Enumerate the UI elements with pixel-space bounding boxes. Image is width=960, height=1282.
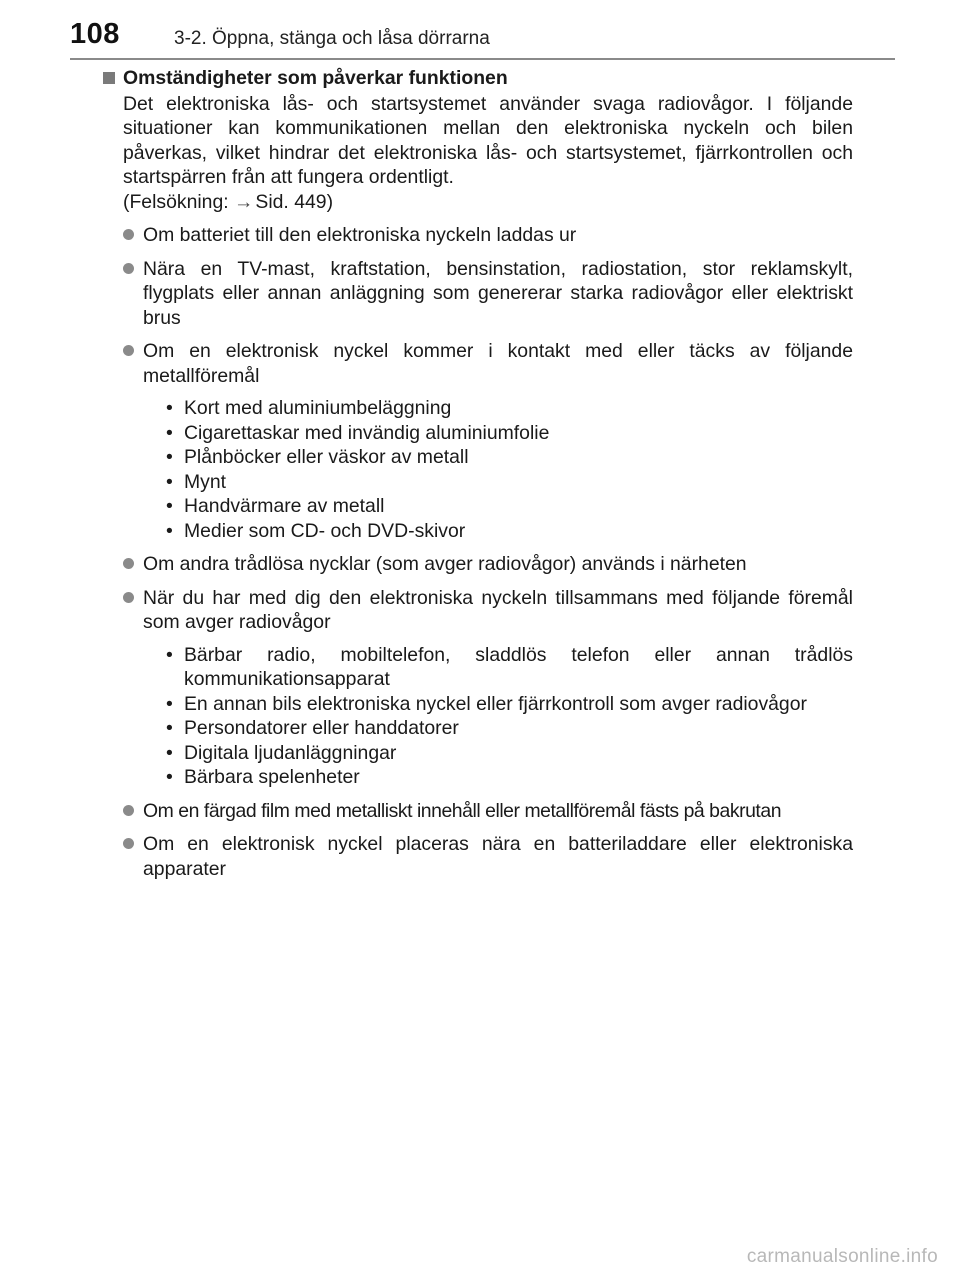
sub-list-item-text: En annan bils elektroniska nyckel eller fjärrkontroll som avger radiovågor xyxy=(184,692,807,715)
circle-bullet-icon xyxy=(123,558,134,569)
troubleshooting-reference xyxy=(123,190,853,215)
sub-list-item xyxy=(166,396,853,421)
sub-list-item xyxy=(166,716,853,741)
page-content xyxy=(103,66,853,881)
sub-list-item xyxy=(166,765,853,790)
dot-marker: • xyxy=(166,766,173,788)
section-heading-text: Omständigheter som påverkar funktionen xyxy=(123,67,508,89)
header-divider xyxy=(70,58,895,60)
list-item xyxy=(123,223,853,248)
dot-marker: • xyxy=(166,741,173,764)
dot-marker: • xyxy=(166,397,173,419)
sub-list-item-text: Kort med aluminiumbeläggning xyxy=(184,397,452,419)
circle-bullet-icon xyxy=(123,592,134,603)
dot-marker: • xyxy=(166,519,173,542)
list-item xyxy=(123,339,853,543)
sub-list-item xyxy=(166,741,853,766)
sub-list-item-text: Plånböcker eller väskor av metall xyxy=(184,446,469,468)
reference-suffix: ) xyxy=(326,190,334,213)
list-item xyxy=(123,799,853,824)
sub-list-item-text: Mynt xyxy=(184,470,227,493)
chapter-title: 3-2. Öppna, stänga och låsa dörrarna xyxy=(174,28,490,49)
dot-marker: • xyxy=(166,643,173,666)
sub-list-item xyxy=(166,643,853,692)
list-item xyxy=(123,257,853,331)
sub-list-item xyxy=(166,692,853,717)
sub-list-item xyxy=(166,519,853,544)
list-item-text: Om en färgad film med metalliskt innehåll eller metallföremål fästs på bakrutan xyxy=(143,799,782,822)
sub-list-item-text: Handvärmare av metall xyxy=(184,495,385,517)
list-item-text: Om andra trådlösa nycklar (som avger radiovågor) används i närheten xyxy=(143,553,747,575)
list-item xyxy=(123,586,853,790)
circle-bullet-icon xyxy=(123,263,134,274)
circle-bullet-icon xyxy=(123,805,134,816)
dot-marker: • xyxy=(166,421,173,444)
sub-list-item-text: Medier som CD- och DVD-skivor xyxy=(184,519,466,542)
square-bullet-icon xyxy=(103,72,115,84)
dot-marker: • xyxy=(166,717,173,739)
sub-list-item xyxy=(166,470,853,495)
sub-list-item-text: Digitala ljudanläggningar xyxy=(184,741,397,764)
arrow-right-icon: → xyxy=(234,190,254,213)
sub-list xyxy=(143,643,853,790)
circle-bullet-icon xyxy=(123,345,134,356)
page-header xyxy=(70,18,890,58)
list-item-text: När du har med dig den elektroniska nyckeln tillsammans med följande föremål som avger radiovågor xyxy=(143,586,853,633)
list-item xyxy=(123,832,853,881)
sub-list-item-text: Bärbara spelenheter xyxy=(184,766,360,788)
sub-list-item xyxy=(166,421,853,446)
sub-list-item-text: Persondatorer eller handdatorer xyxy=(184,717,459,739)
list-item-text: Om en elektronisk nyckel kommer i kontakt med eller täcks av följande metallföremål xyxy=(143,340,853,387)
sub-list xyxy=(143,396,853,543)
list-item-text: Om en elektronisk nyckel placeras nära en batteriladdare eller elektroniska apparater xyxy=(143,833,853,880)
section-body xyxy=(103,92,853,882)
dot-marker: • xyxy=(166,446,173,468)
reference-link[interactable]: Sid. 449 xyxy=(255,190,327,213)
list-item xyxy=(123,552,853,577)
circle-bullet-icon xyxy=(123,838,134,849)
intro-paragraph: Det elektroniska lås- och startsystemet använder svaga radiovågor. I följande situationer kan kommunikationen mellan den elektroniska nyckeln och bilen påverkas, vilket hindrar det elektroniska lås- och startsystemet, fjärrkontrollen och startspärren från att fungera ordentligt. xyxy=(123,92,853,188)
dot-marker: • xyxy=(166,692,173,715)
page-number: 108 xyxy=(70,18,120,50)
sub-list-item-text: Cigarettaskar med invändig aluminiumfolie xyxy=(184,421,550,444)
reference-prefix: (Felsökning: xyxy=(123,190,235,213)
sub-list-item xyxy=(166,445,853,470)
dot-marker: • xyxy=(166,495,173,517)
site-watermark: carmanualsonline.info xyxy=(746,1246,938,1267)
list-item-text: Om batteriet till den elektroniska nyckeln laddas ur xyxy=(143,224,577,246)
dot-marker: • xyxy=(166,470,173,493)
list-item-text: Nära en TV-mast, kraftstation, bensinstation, radiostation, stor reklamskylt, flygplats eller annan anläggning som genererar starka radiovågor eller elektriskt brus xyxy=(143,257,853,329)
section-heading xyxy=(103,66,853,91)
circle-bullet-icon xyxy=(123,229,134,240)
sub-list-item xyxy=(166,494,853,519)
sub-list-item-text: Bärbar radio, mobiltelefon, sladdlös telefon eller annan trådlös kommunikationsapparat xyxy=(184,643,853,690)
